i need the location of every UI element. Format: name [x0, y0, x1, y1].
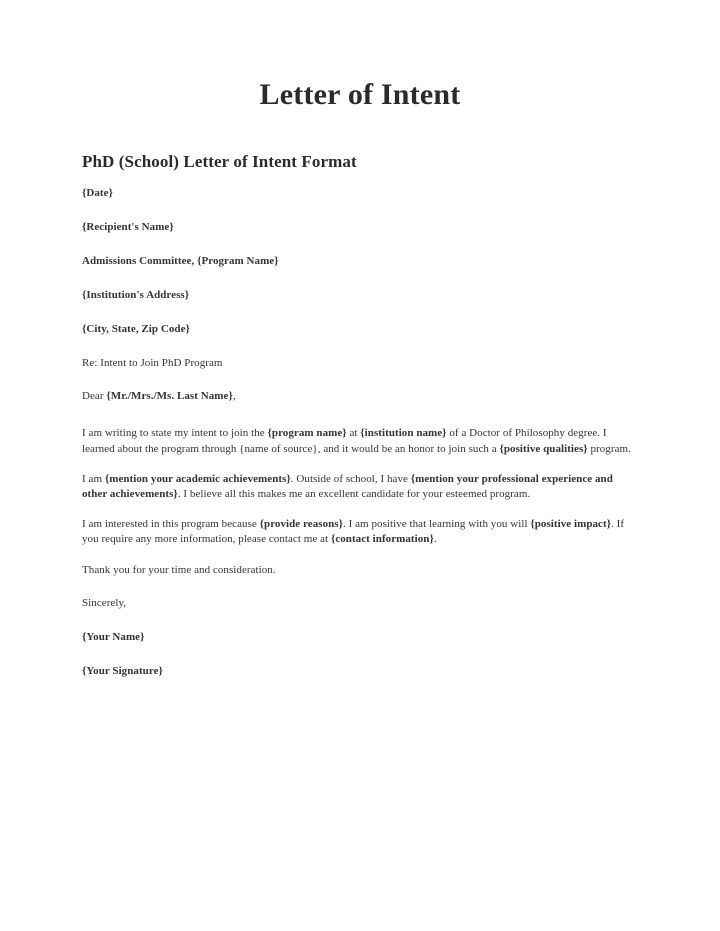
placeholder-token: {provide reasons}	[259, 518, 344, 531]
your-name-placeholder: {Your Name}	[82, 631, 145, 644]
placeholder-token: {positive impact}	[530, 518, 612, 531]
recipient-name-line	[82, 220, 632, 235]
body-paragraph-achievements	[82, 472, 632, 502]
sign-off-line: Sincerely,	[82, 597, 127, 610]
text-run: . I am positive that learning with you will	[343, 518, 531, 531]
text-run: Dear	[82, 390, 107, 403]
placeholder-token: Admissions Committee, {Program Name}	[82, 255, 279, 268]
text-run: program.	[587, 442, 631, 455]
letter-body	[0, 111, 720, 679]
body-paragraph-interest	[82, 517, 632, 547]
text-run: I am interested in this program because	[82, 518, 260, 531]
placeholder-token: {positive qualities}	[499, 442, 588, 455]
placeholder-token: {City, State, Zip Code}	[82, 322, 190, 335]
subject-line	[82, 356, 632, 371]
city-state-zip-line	[82, 322, 632, 337]
text-run: .	[433, 533, 437, 546]
page-title: Letter of Intent	[259, 78, 461, 111]
text-run: I am writing to state my intent to join the	[82, 427, 268, 440]
institution-address-line	[82, 288, 632, 303]
text-run: Re: Intent to Join PhD Program	[82, 356, 223, 369]
body-paragraphs	[82, 426, 632, 547]
text-run: . If you require any more information, please contact me at	[82, 518, 625, 546]
text-run: ,	[232, 390, 236, 403]
text-run: . Outside of school, I have	[290, 472, 411, 485]
thank-you-line: Thank you for your time and consideration.	[82, 563, 276, 576]
recipient-address-block	[82, 186, 632, 336]
placeholder-token: {mention your professional experience and other achievements}	[82, 472, 613, 500]
date-line	[82, 186, 632, 201]
committee-line	[82, 254, 632, 269]
text-run: at	[346, 427, 361, 440]
placeholder-token: {Institution's Address}	[82, 288, 190, 301]
text-run: I am	[82, 472, 105, 485]
salutation-line	[82, 389, 632, 404]
placeholder-token: {program name}	[267, 427, 347, 440]
placeholder-token: {contact information}	[330, 533, 434, 546]
section-heading: PhD (School) Letter of Intent Format	[82, 152, 357, 171]
placeholder-token: {Recipient's Name}	[82, 221, 174, 234]
placeholder-token: {mention your academic achievements}	[104, 472, 291, 485]
text-run: . I believe all this makes me an excellent candidate for your esteemed program.	[177, 487, 531, 500]
body-paragraph-intent	[82, 426, 632, 456]
placeholder-token: {institution name}	[360, 427, 447, 440]
placeholder-token: {Mr./Mrs./Ms. Last Name}	[106, 390, 233, 403]
your-signature-placeholder: {Your Signature}	[82, 665, 163, 678]
text-run: of a Doctor of Philosophy degree. I learned about the program through {name of source}, and it would be an honor to join such a	[82, 427, 607, 455]
placeholder-token: {Date}	[82, 187, 113, 200]
